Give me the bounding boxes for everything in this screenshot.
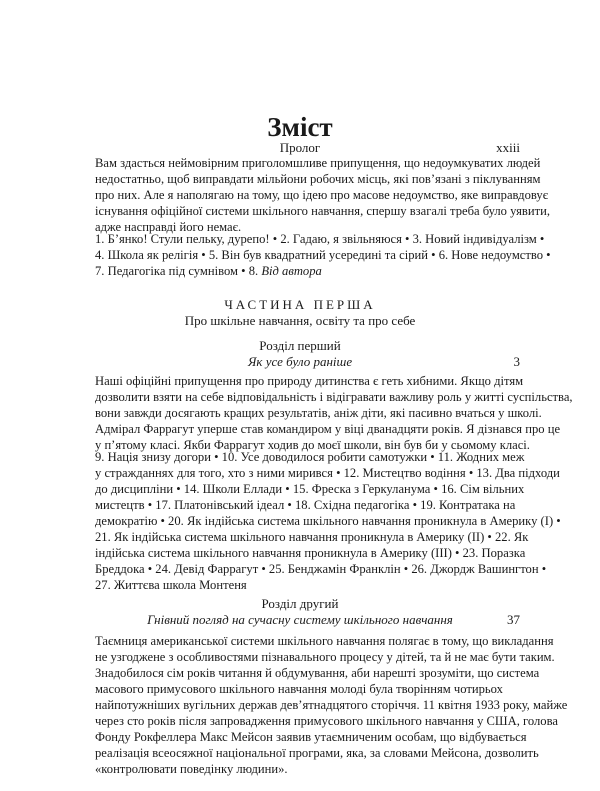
part-subtitle: Про шкільне навчання, освіту та про себе [184, 313, 416, 328]
sections-line: 4. Школа як релігія • 5. Він був квадратний усередині та сірий • 6. Нове недоумство • [95, 248, 551, 262]
chapter-page-number: 3 [513, 354, 520, 369]
chapter-label: Розділ перший [259, 338, 341, 353]
summary-line: Наші офіційні припущення про природу дитинства є геть хибними. Якщо дітям [95, 374, 524, 388]
summary-line: вони завжди досягають кращих результатів, аніж діти, які пасивно вчаться у школі. [95, 406, 542, 420]
chapter-title: Гнівний погляд на сучасну систему шкільного навчання [147, 612, 453, 627]
sections-line: у стражданнях для того, хто з ними мирився • 12. Мистецтво водіння • 13. Два підходи [95, 466, 560, 480]
sections-line: 21. Як індійська система шкільного навчання проникнула в Америку (II) • 22. Як [95, 530, 529, 544]
sections-line: мистецтв • 17. Платонівський ідеал • 18. Східна педагогіка • 19. Контратака на [95, 498, 516, 512]
summary-line: Таємниця американської системи шкільного навчання полягає в тому, що викладання [95, 634, 554, 648]
summary-line: Вам здасться неймовірним приголомшливе припущення, що недоумкуватих людей [95, 156, 541, 170]
summary-line: «контролювати поведінку людини». [95, 762, 288, 776]
prologue-page-number: xxiii [496, 140, 520, 155]
summary-line: не узгоджене з особливостями пізнавального процесу у дітей, та й не має бути таким. [95, 650, 555, 664]
summary-line: недостатньо, щоб виправдати мільйони робочих місць, які пов’язані з піклуванням [95, 172, 541, 186]
summary-line: дозволити взяти на себе відповідальність і відігравати важливу роль у житті суспільства, [95, 390, 573, 404]
summary-line: реалізація всеосяжної національної програми, яка, за словами Мейсона, дозволить [95, 746, 539, 760]
prologue-summary [95, 155, 550, 235]
summary-line: Адмірал Фаррагут уперше став командиром у віці дванадцяти років. Я дізнався про це [95, 422, 561, 436]
chapter-page-number: 37 [507, 612, 520, 627]
part-label: ЧАСТИНА ПЕРША [224, 297, 376, 312]
summary-line: найпотужніших вугільних держав дев’ятнадцятого сторіччя. 11 квітня 1933 року, майже [95, 698, 568, 712]
summary-line: Знадобилося сім років читання й обдумування, аби нарешті зрозуміти, що система [95, 666, 540, 680]
prologue-label: Пролог [279, 140, 321, 155]
sections-line: Бреддока • 24. Девід Фаррагут • 25. Бенджамін Франклін • 26. Джордж Вашингтон • [95, 562, 547, 576]
summary-line: Фонду Рокфеллера Макс Мейсон заявив утаємниченим особам, що відбувається [95, 730, 527, 744]
chapter-title: Як усе було раніше [247, 354, 353, 369]
summary-line: через сто років після запровадження примусового шкільного навчання у США, голова [95, 714, 558, 728]
prologue-sections [95, 231, 551, 279]
summary-line: існування офіційної системи шкільного навчання, спершу взагалі треба було уявити, [95, 204, 550, 218]
sections-line: демократію • 20. Як індійська система шкільного навчання проникнула в Америку (I) • [95, 514, 561, 528]
sections-text: 7. Педагогіка під сумнівом • 8. [95, 264, 262, 278]
chapter-summary [95, 373, 573, 453]
summary-line: адже насправді його немає. [95, 220, 242, 234]
chapter-summary [95, 633, 568, 777]
chapter-label: Розділ другий [261, 596, 339, 611]
sections-line: індійська система шкільного навчання проникнула в Америку (III) • 23. Поразка [95, 546, 526, 560]
sections-line: 27. Життєва школа Монтеня [95, 578, 247, 592]
sections-line: 1. Б’янко! Стули пельку, дурепо! • 2. Гадаю, я звільняюся • 3. Новий індивідуалізм • [95, 232, 545, 246]
summary-line: у п’ятому класі. Якби Фаррагут ходив до моєї школи, він був би у сьомому класі. [95, 438, 530, 452]
summary-line: масового примусового шкільного навчання молоді була творінням чотирьох [95, 682, 503, 696]
chapter-sections [95, 449, 561, 593]
sections-line [95, 263, 525, 279]
sections-italic-entry: Від автора [261, 264, 322, 278]
summary-line: про них. Але я наполягаю на тому, що ідею про масове недоумство, яке виправдовує [95, 188, 549, 202]
sections-line: 9. Нація знизу догори • 10. Усе доводилося робити самотужки • 11. Жодних меж [95, 450, 525, 464]
page-title: Зміст [267, 112, 333, 142]
sections-line: до дисципліни • 14. Школи Еллади • 15. Фреска з Геркуланума • 16. Сім вільних [95, 482, 525, 496]
